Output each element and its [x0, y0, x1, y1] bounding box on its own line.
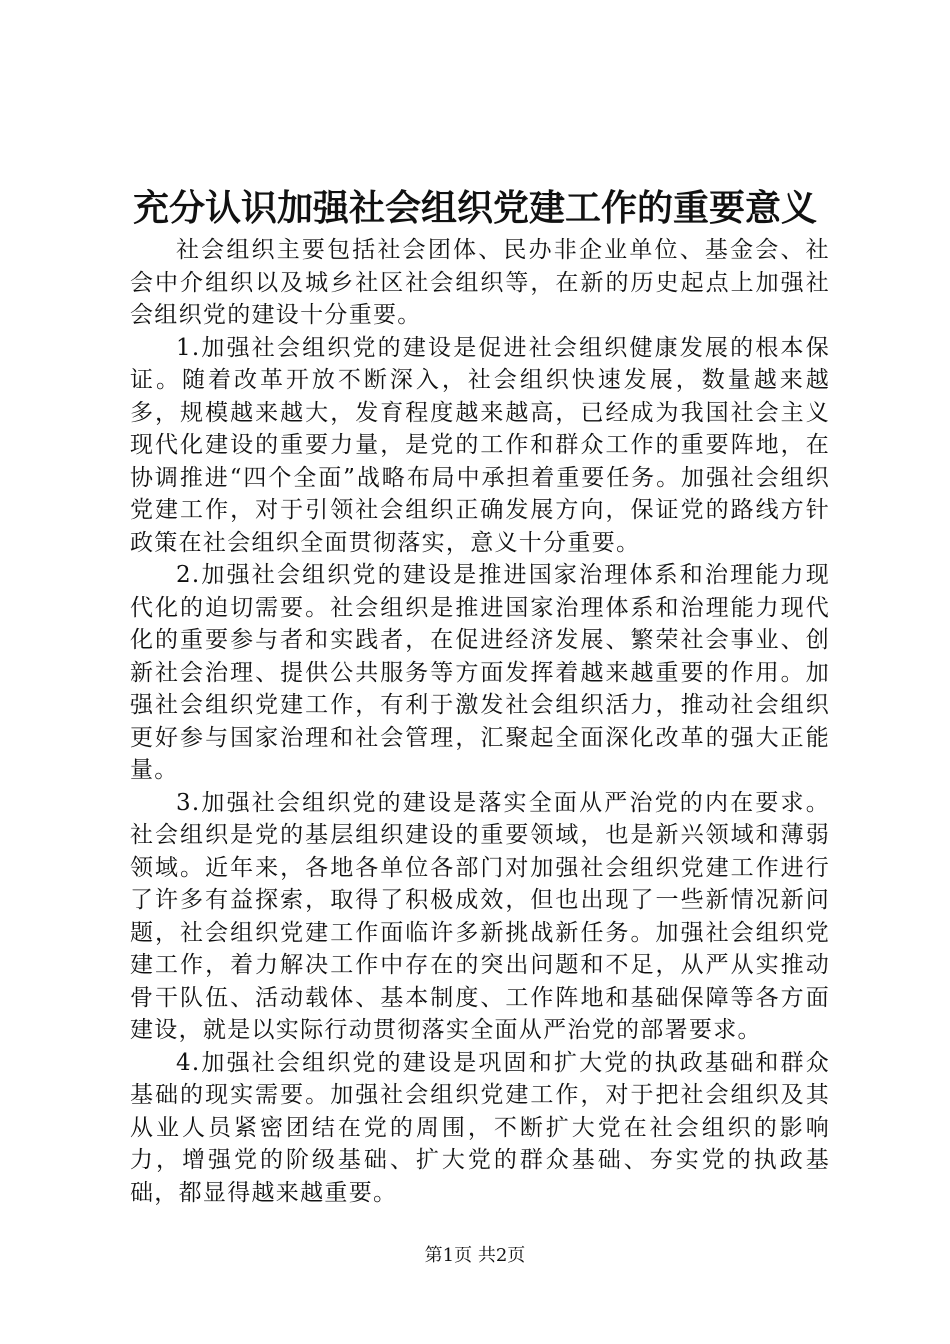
- point-1-paragraph: 1.加强社会组织党的建设是促进社会组织健康发展的根本保证。随着改革开放不断深入，社会组织快速发展，数量越来越多，规模越来越大，发育程度越来越高，已经成为我国社会主义现代化建设的重要力量，是党的工作和群众工作的重要阵地，在协调推进“四个全面”战略布局中承担着重要任务。加强社会组织党建工作，对于引领社会组织正确发展方向，保证党的路线方针政策在社会组织全面贯彻落实，意义十分重要。: [130, 334, 830, 556]
- intro-paragraph: 社会组织主要包括社会团体、民办非企业单位、基金会、社会中介组织以及城乡社区社会组织等，在新的历史起点上加强社会组织党的建设十分重要。: [130, 237, 830, 328]
- document-title: 充分认识加强社会组织党建工作的重要意义: [132, 187, 817, 229]
- document-body: [130, 234, 830, 1209]
- point-2-paragraph: 2.加强社会组织党的建设是推进国家治理体系和治理能力现代化的迫切需要。社会组织是推进国家治理体系和治理能力现代化的重要参与者和实践者，在促进经济发展、繁荣社会事业、创新社会治理、提供公共服务等方面发挥着越来越重要的作用。加强社会组织党建工作，有利于激发社会组织活力，推动社会组织更好参与国家治理和社会管理，汇聚起全面深化改革的强大正能量。: [130, 562, 830, 783]
- point-3-paragraph: 3.加强社会组织党的建设是落实全面从严治党的内在要求。社会组织是党的基层组织建设的重要领域，也是新兴领域和薄弱领域。近年来，各地各单位各部门对加强社会组织党建工作进行了许多有益探索，取得了积极成效，但也出现了一些新情况新问题，社会组织党建工作面临许多新挑战新任务。加强社会组织党建工作，着力解决工作中存在的突出问题和不足，从严从实推动骨干队伍、活动载体、基本制度、工作阵地和基础保障等各方面建设，就是以实际行动贯彻落实全面从严治党的部署要求。: [130, 789, 830, 1043]
- page-number-footer: 第1页 共2页: [424, 1245, 526, 1266]
- point-4-paragraph: 4.加强社会组织党的建设是巩固和扩大党的执政基础和群众基础的现实需要。加强社会组织党建工作，对于把社会组织及其从业人员紧密团结在党的周围，不断扩大党在社会组织的影响力，增强党的阶级基础、扩大党的群众基础、夯实党的执政基础，都显得越来越重要。: [130, 1049, 830, 1206]
